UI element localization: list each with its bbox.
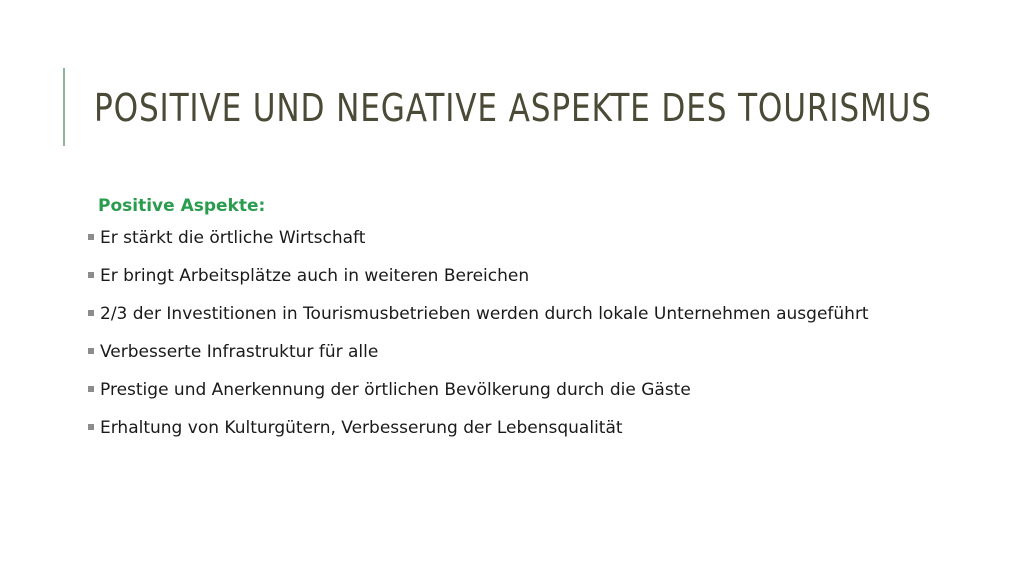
list-item-text: Erhaltung von Kulturgütern, Verbesserung der Lebensqualität <box>100 418 623 438</box>
square-bullet-icon <box>88 386 94 392</box>
list-item <box>80 303 900 325</box>
bullet-list <box>80 227 900 439</box>
square-bullet-icon <box>88 310 94 316</box>
list-item <box>80 227 900 249</box>
list-item-text: Verbesserte Infrastruktur für alle <box>100 342 379 362</box>
list-item <box>80 341 900 363</box>
slide-content <box>80 195 900 455</box>
square-bullet-icon <box>88 272 94 278</box>
title-accent-bar <box>63 68 65 146</box>
section-heading: Positive Aspekte: <box>98 196 266 216</box>
square-bullet-icon <box>88 348 94 354</box>
list-item <box>80 265 900 287</box>
list-item-text: 2/3 der Investitionen in Tourismusbetrieben werden durch lokale Unternehmen ausgeführt <box>100 304 869 324</box>
square-bullet-icon <box>88 234 94 240</box>
list-item <box>80 417 900 439</box>
list-item <box>80 379 900 401</box>
list-item-text: Prestige und Anerkennung der örtlichen Bevölkerung durch die Gäste <box>100 380 691 400</box>
list-item-text: Er bringt Arbeitsplätze auch in weiteren Bereichen <box>100 266 530 286</box>
list-item-text: Er stärkt die örtliche Wirtschaft <box>100 228 366 248</box>
slide-title: POSITIVE UND NEGATIVE ASPEKTE DES TOURISMUS <box>94 86 932 130</box>
square-bullet-icon <box>88 424 94 430</box>
